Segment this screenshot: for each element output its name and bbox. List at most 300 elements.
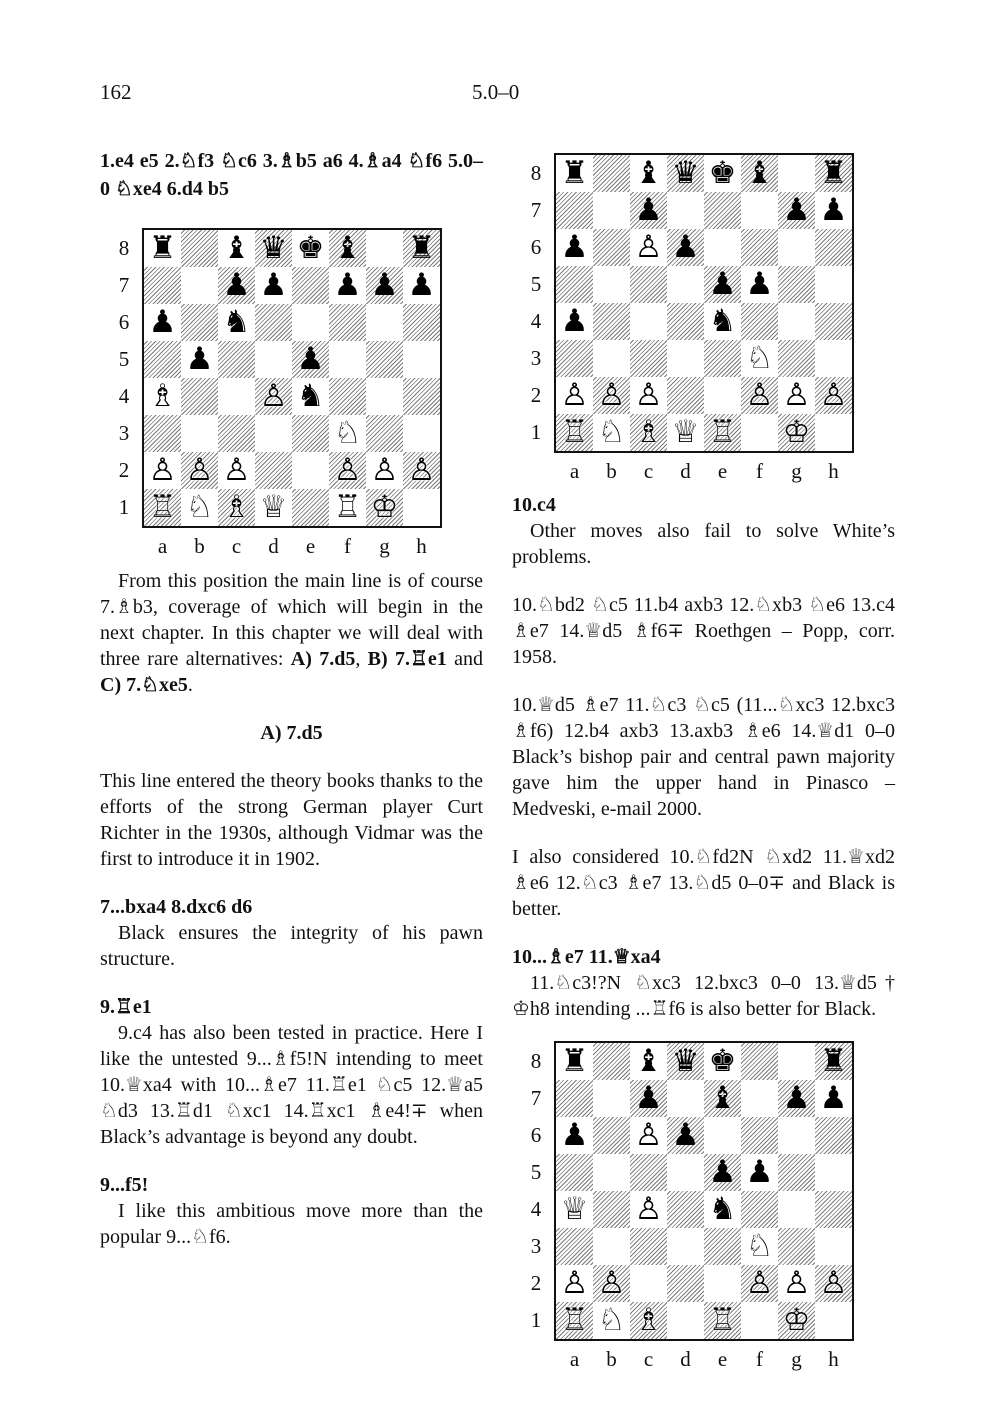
rank-label: 4 <box>118 384 130 408</box>
board-square-f3 <box>329 415 366 452</box>
board-square-e8 <box>704 1043 741 1080</box>
board-square-d8 <box>667 155 704 192</box>
board-square-c7 <box>630 1080 667 1117</box>
board-square-c6 <box>630 1117 667 1154</box>
board-square-b5 <box>593 1154 630 1191</box>
board-square-g3 <box>366 415 403 452</box>
black-rook-icon: ♜ <box>819 155 848 191</box>
rank-label: 4 <box>530 1197 542 1221</box>
black-king-icon: ♚ <box>708 1043 737 1079</box>
board-square-h3 <box>815 340 852 377</box>
white-pawn-icon: ♙ <box>259 378 288 414</box>
white-pawn-icon: ♙ <box>819 377 848 413</box>
file-label: b <box>606 459 617 483</box>
board-square-d1 <box>255 489 292 526</box>
board-square-h4 <box>815 303 852 340</box>
board-square-f7 <box>741 1080 778 1117</box>
board-square-h5 <box>815 1154 852 1191</box>
board-square-a3 <box>556 1228 593 1265</box>
board-square-b1 <box>593 1302 630 1339</box>
board-square-b6 <box>593 1117 630 1154</box>
paragraph-pawn-structure: Black ensures the integrity of his pawn structure. <box>100 922 483 970</box>
board-square-a2 <box>556 1265 593 1302</box>
board-square-d3 <box>255 415 292 452</box>
board-square-g2 <box>778 1265 815 1302</box>
board-square-h6 <box>815 229 852 266</box>
board-square-g6 <box>778 229 815 266</box>
board-square-g4 <box>778 303 815 340</box>
white-pawn-icon: ♙ <box>560 377 589 413</box>
white-rook-icon: ♖ <box>708 1302 737 1338</box>
white-pawn-icon: ♙ <box>634 229 663 265</box>
board-square-h4 <box>815 1191 852 1228</box>
board-square-b6 <box>181 304 218 341</box>
paragraph-other-moves: Other moves also fail to solve White’s problems. <box>512 520 895 568</box>
board-square-c2 <box>630 1265 667 1302</box>
black-pawn-icon: ♟ <box>560 229 589 265</box>
file-label: h <box>416 534 427 558</box>
board-square-f2 <box>741 377 778 414</box>
black-bishop-icon: ♝ <box>222 230 251 266</box>
file-label: a <box>569 1347 580 1371</box>
white-bishop-icon: ♗ <box>634 1302 663 1338</box>
white-rook-icon: ♖ <box>708 414 737 450</box>
white-pawn-icon: ♙ <box>370 452 399 488</box>
board-square-c7 <box>218 267 255 304</box>
board-square-c3 <box>630 1228 667 1265</box>
black-knight-icon: ♞ <box>708 303 737 339</box>
board-square-f6 <box>329 304 366 341</box>
paragraph-10-qd5: 10.♕d5 ♗e7 11.♘c3 ♘c5 (11...♘xc3 12.bxc3 ♗f6) 12.b4 axb3 13.axb3 ♗e6 14.♕d1 0–0 Black’s bishop pair and central pawn majority gave him the upper hand in Pinasco – Medveski, e-mail 2000. <box>512 694 895 820</box>
black-pawn-icon: ♟ <box>222 267 251 303</box>
black-pawn-icon: ♟ <box>708 1154 737 1190</box>
board-square-b8 <box>181 230 218 267</box>
rank-label: 5 <box>530 1160 542 1184</box>
board-square-d7 <box>667 192 704 229</box>
board-square-f5 <box>329 341 366 378</box>
board-square-c5 <box>630 1154 667 1191</box>
board-square-d1 <box>667 414 704 451</box>
option-c-ref: C) 7.♘xe5 <box>100 674 188 696</box>
rank-label: 2 <box>530 383 542 407</box>
board-square-c8 <box>218 230 255 267</box>
rank-label: 4 <box>530 309 542 333</box>
black-rook-icon: ♜ <box>407 230 436 266</box>
board-square-c5 <box>630 266 667 303</box>
board-square-g3 <box>778 340 815 377</box>
file-label: g <box>791 1347 802 1371</box>
board-square-f7 <box>741 192 778 229</box>
board-square-f3 <box>741 1228 778 1265</box>
white-pawn-icon: ♙ <box>148 452 177 488</box>
board-square-d6 <box>667 229 704 266</box>
white-pawn-icon: ♙ <box>634 1117 663 1153</box>
option-a-ref: A) 7.d5 <box>290 648 356 670</box>
black-queen-icon: ♛ <box>259 230 288 266</box>
file-label: d <box>680 459 691 483</box>
white-knight-icon: ♘ <box>597 1302 626 1338</box>
board-square-e3 <box>704 340 741 377</box>
board-square-d6 <box>255 304 292 341</box>
rank-label: 1 <box>530 1308 542 1332</box>
board-square-e1 <box>704 1302 741 1339</box>
board-square-f8 <box>329 230 366 267</box>
white-knight-icon: ♘ <box>745 1228 774 1264</box>
white-king-icon: ♔ <box>782 1302 811 1338</box>
board-square-e5 <box>292 341 329 378</box>
black-pawn-icon: ♟ <box>148 304 177 340</box>
rank-label: 8 <box>530 161 542 185</box>
board-square-d5 <box>667 1154 704 1191</box>
board-square-a3 <box>144 415 181 452</box>
white-rook-icon: ♖ <box>148 489 177 525</box>
board-square-e7 <box>292 267 329 304</box>
board-square-g5 <box>778 266 815 303</box>
black-bishop-icon: ♝ <box>634 1043 663 1079</box>
board-square-b2 <box>593 377 630 414</box>
board-square-d5 <box>255 341 292 378</box>
board-square-a1 <box>144 489 181 526</box>
white-knight-icon: ♘ <box>333 415 362 451</box>
board-square-a6 <box>144 304 181 341</box>
black-pawn-icon: ♟ <box>407 267 436 303</box>
board-square-h5 <box>403 341 440 378</box>
board-square-f4 <box>329 378 366 415</box>
board-square-a7 <box>556 1080 593 1117</box>
board-square-h1 <box>815 1302 852 1339</box>
black-bishop-icon: ♝ <box>333 230 362 266</box>
file-label: c <box>643 459 654 483</box>
board-square-d2 <box>255 452 292 489</box>
board-square-b4 <box>593 303 630 340</box>
white-pawn-icon: ♙ <box>782 1265 811 1301</box>
left-column <box>100 147 483 203</box>
file-label: f <box>756 459 763 483</box>
board-square-e2 <box>704 377 741 414</box>
black-bishop-icon: ♝ <box>708 1080 737 1116</box>
board-square-g8 <box>778 1043 815 1080</box>
board-square-d3 <box>667 340 704 377</box>
board-square-d5 <box>667 266 704 303</box>
file-label: b <box>194 534 205 558</box>
file-label: e <box>305 534 316 558</box>
white-queen-icon: ♕ <box>259 489 288 525</box>
board-square-a3 <box>556 340 593 377</box>
rank-label: 5 <box>530 272 542 296</box>
white-pawn-icon: ♙ <box>560 1265 589 1301</box>
white-knight-icon: ♘ <box>185 489 214 525</box>
chess-board <box>554 153 854 453</box>
board-square-c3 <box>218 415 255 452</box>
board-square-a4 <box>556 1191 593 1228</box>
black-bishop-icon: ♝ <box>745 155 774 191</box>
black-pawn-icon: ♟ <box>819 192 848 228</box>
option-b-ref: B) 7.♖e1 <box>367 648 447 670</box>
board-square-b4 <box>593 1191 630 1228</box>
black-pawn-icon: ♟ <box>819 1080 848 1116</box>
board-square-c1 <box>630 414 667 451</box>
black-pawn-icon: ♟ <box>634 1080 663 1116</box>
board-square-e2 <box>704 1265 741 1302</box>
white-pawn-icon: ♙ <box>819 1265 848 1301</box>
black-pawn-icon: ♟ <box>708 266 737 302</box>
white-bishop-icon: ♗ <box>634 414 663 450</box>
board-square-g2 <box>366 452 403 489</box>
board-square-a5 <box>144 341 181 378</box>
board-square-h5 <box>815 266 852 303</box>
move-9: 9.♖e1 <box>100 996 152 1018</box>
board-square-e3 <box>292 415 329 452</box>
file-label: e <box>717 1347 728 1371</box>
rank-label: 7 <box>530 1086 542 1110</box>
black-pawn-icon: ♟ <box>782 192 811 228</box>
board-square-f7 <box>329 267 366 304</box>
board-square-h8 <box>815 1043 852 1080</box>
board-square-c1 <box>630 1302 667 1339</box>
board-square-e6 <box>292 304 329 341</box>
section-heading: A) 7.d5 <box>260 722 323 744</box>
board-square-g4 <box>778 1191 815 1228</box>
rank-label: 8 <box>118 236 130 260</box>
board-square-c4 <box>630 1191 667 1228</box>
board-square-h8 <box>403 230 440 267</box>
board-square-b3 <box>181 415 218 452</box>
board-square-c4 <box>218 378 255 415</box>
board-square-e6 <box>704 229 741 266</box>
board-square-h7 <box>403 267 440 304</box>
black-pawn-icon: ♟ <box>745 266 774 302</box>
page-number: 162 <box>100 80 132 104</box>
white-bishop-icon: ♗ <box>222 489 251 525</box>
paragraph-main-line-text: From this position the main line is of course 7.♗b3, coverage of which will begin in the next chapter. In this chapter we will deal with three rare alternatives: <box>100 570 483 670</box>
rank-label: 6 <box>118 310 130 334</box>
rank-label: 1 <box>530 420 542 444</box>
board-square-f5 <box>741 266 778 303</box>
rank-label: 6 <box>530 1123 542 1147</box>
board-square-g4 <box>366 378 403 415</box>
white-pawn-icon: ♙ <box>407 452 436 488</box>
board-square-f5 <box>741 1154 778 1191</box>
move-10: 10.c4 <box>512 494 556 516</box>
black-pawn-icon: ♟ <box>745 1154 774 1190</box>
board-square-f2 <box>741 1265 778 1302</box>
white-pawn-icon: ♙ <box>782 377 811 413</box>
white-rook-icon: ♖ <box>560 1302 589 1338</box>
white-rook-icon: ♖ <box>333 489 362 525</box>
black-king-icon: ♚ <box>708 155 737 191</box>
board-square-e2 <box>292 452 329 489</box>
board-square-a8 <box>556 155 593 192</box>
black-pawn-icon: ♟ <box>259 267 288 303</box>
board-square-a6 <box>556 1117 593 1154</box>
board-square-b6 <box>593 229 630 266</box>
board-square-e6 <box>704 1117 741 1154</box>
move-7: 7...bxa4 8.dxc6 d6 <box>100 896 253 918</box>
board-square-g8 <box>366 230 403 267</box>
board-square-b3 <box>593 340 630 377</box>
board-square-a5 <box>556 266 593 303</box>
black-bishop-icon: ♝ <box>634 155 663 191</box>
white-pawn-icon: ♙ <box>745 1265 774 1301</box>
board-square-d4 <box>667 1191 704 1228</box>
rank-label: 5 <box>118 347 130 371</box>
board-square-h8 <box>815 155 852 192</box>
rank-label: 7 <box>118 273 130 297</box>
file-label: c <box>643 1347 654 1371</box>
black-pawn-icon: ♟ <box>782 1080 811 1116</box>
board-square-d4 <box>255 378 292 415</box>
black-queen-icon: ♛ <box>671 1043 700 1079</box>
move-10-be7: 10...♗e7 11.♕xa4 <box>512 946 661 968</box>
board-square-b8 <box>593 155 630 192</box>
white-pawn-icon: ♙ <box>634 377 663 413</box>
board-square-d7 <box>255 267 292 304</box>
paragraph-history: This line entered the theory books thanks to the efforts of the strong German player Curt Richter in the 1930s, although Vidmar was the first to introduce it in 1902. <box>100 770 483 870</box>
rank-label: 3 <box>118 421 130 445</box>
rank-label: 3 <box>530 1234 542 1258</box>
black-rook-icon: ♜ <box>560 155 589 191</box>
white-pawn-icon: ♙ <box>185 452 214 488</box>
file-label: a <box>157 534 168 558</box>
board-square-h6 <box>815 1117 852 1154</box>
board-square-f1 <box>741 1302 778 1339</box>
running-head: 5.0–0 <box>472 80 520 104</box>
file-label: g <box>379 534 390 558</box>
board-square-f4 <box>741 303 778 340</box>
board-square-e4 <box>704 303 741 340</box>
board-square-b4 <box>181 378 218 415</box>
paragraph-10-nbd2: 10.♘bd2 ♘c5 11.b4 axb3 12.♘xb3 ♘e6 13.c4 ♗e7 14.♕d5 ♗f6∓ Roethgen – Popp, corr. 1958. <box>512 594 895 668</box>
rank-label: 7 <box>530 198 542 222</box>
black-pawn-icon: ♟ <box>370 267 399 303</box>
board-square-f8 <box>741 155 778 192</box>
file-label: h <box>828 459 839 483</box>
board-square-g1 <box>778 414 815 451</box>
white-king-icon: ♔ <box>370 489 399 525</box>
board-square-a2 <box>556 377 593 414</box>
board-square-d8 <box>667 1043 704 1080</box>
rank-label: 8 <box>530 1049 542 1073</box>
black-pawn-icon: ♟ <box>634 192 663 228</box>
rank-label: 6 <box>530 235 542 259</box>
black-knight-icon: ♞ <box>708 1191 737 1227</box>
board-square-e5 <box>704 1154 741 1191</box>
board-square-d2 <box>667 1265 704 1302</box>
board-square-d8 <box>255 230 292 267</box>
board-square-f4 <box>741 1191 778 1228</box>
board-square-h3 <box>403 415 440 452</box>
board-square-g7 <box>366 267 403 304</box>
board-square-e4 <box>704 1191 741 1228</box>
file-label: c <box>231 534 242 558</box>
board-square-c2 <box>218 452 255 489</box>
board-square-a7 <box>556 192 593 229</box>
white-pawn-icon: ♙ <box>222 452 251 488</box>
board-square-h6 <box>403 304 440 341</box>
board-square-a8 <box>556 1043 593 1080</box>
rank-label: 3 <box>530 346 542 370</box>
white-pawn-icon: ♙ <box>597 1265 626 1301</box>
board-square-b7 <box>181 267 218 304</box>
board-square-g1 <box>778 1302 815 1339</box>
board-square-d3 <box>667 1228 704 1265</box>
black-knight-icon: ♞ <box>296 378 325 414</box>
board-square-f6 <box>741 229 778 266</box>
board-square-a8 <box>144 230 181 267</box>
white-knight-icon: ♘ <box>597 414 626 450</box>
black-rook-icon: ♜ <box>560 1043 589 1079</box>
file-label: d <box>680 1347 691 1371</box>
board-square-e7 <box>704 192 741 229</box>
board-square-f1 <box>329 489 366 526</box>
board-square-e5 <box>704 266 741 303</box>
board-square-c4 <box>630 303 667 340</box>
board-square-b2 <box>593 1265 630 1302</box>
white-queen-icon: ♕ <box>560 1191 589 1227</box>
board-square-h3 <box>815 1228 852 1265</box>
board-square-b2 <box>181 452 218 489</box>
black-pawn-icon: ♟ <box>296 341 325 377</box>
board-square-a1 <box>556 1302 593 1339</box>
black-pawn-icon: ♟ <box>671 229 700 265</box>
board-square-b5 <box>593 266 630 303</box>
white-queen-icon: ♕ <box>671 414 700 450</box>
board-square-f6 <box>741 1117 778 1154</box>
board-square-c6 <box>630 229 667 266</box>
file-label: b <box>606 1347 617 1371</box>
board-square-b7 <box>593 1080 630 1117</box>
period: . <box>187 674 193 696</box>
rank-label: 1 <box>118 495 130 519</box>
black-pawn-icon: ♟ <box>185 341 214 377</box>
board-square-g5 <box>778 1154 815 1191</box>
intro-moves: 1.e4 e5 2.♘f3 ♘c6 3.♗b5 a6 4.♗a4 ♘f6 5.0–0 ♘xe4 6.d4 b5 <box>100 150 483 200</box>
board-square-e3 <box>704 1228 741 1265</box>
white-pawn-icon: ♙ <box>634 1191 663 1227</box>
file-label: e <box>717 459 728 483</box>
board-square-b1 <box>181 489 218 526</box>
rank-label: 2 <box>118 458 130 482</box>
board-square-g1 <box>366 489 403 526</box>
rank-label: 2 <box>530 1271 542 1295</box>
black-rook-icon: ♜ <box>148 230 177 266</box>
board-square-a7 <box>144 267 181 304</box>
black-knight-icon: ♞ <box>222 304 251 340</box>
separator: , <box>355 648 368 670</box>
board-square-b7 <box>593 192 630 229</box>
file-label: h <box>828 1347 839 1371</box>
left-column-text <box>100 568 483 1250</box>
board-square-h1 <box>815 414 852 451</box>
board-square-g5 <box>366 341 403 378</box>
paragraph-9-c4: 9.c4 has also been tested in practice. Here I like the untested 9...♗f5!N intending to meet 10.♕xa4 with 10...♗e7 11.♖e1 ♘c5 12.♕a5 ♘d3 13.♖d1 ♘xc1 14.♖xc1 ♗e4!∓ when Black’s advantage is beyond any doubt. <box>100 1022 483 1148</box>
board-square-c1 <box>218 489 255 526</box>
board-square-e1 <box>292 489 329 526</box>
white-king-icon: ♔ <box>782 414 811 450</box>
board-square-g6 <box>366 304 403 341</box>
board-square-b1 <box>593 414 630 451</box>
paragraph-11-nc3: 11.♘c3!?N ♘xc3 12.bxc3 0–0 13.♕d5† ♔h8 intending ...♖f6 is also better for Black. <box>512 972 895 1020</box>
file-label: f <box>344 534 351 558</box>
board-square-e1 <box>704 414 741 451</box>
black-queen-icon: ♛ <box>671 155 700 191</box>
paragraph-ambitious: I like this ambitious move more than the popular 9...♘f6. <box>100 1200 483 1248</box>
board-square-g6 <box>778 1117 815 1154</box>
board-square-a4 <box>144 378 181 415</box>
board-square-e4 <box>292 378 329 415</box>
board-square-c7 <box>630 192 667 229</box>
board-square-a6 <box>556 229 593 266</box>
